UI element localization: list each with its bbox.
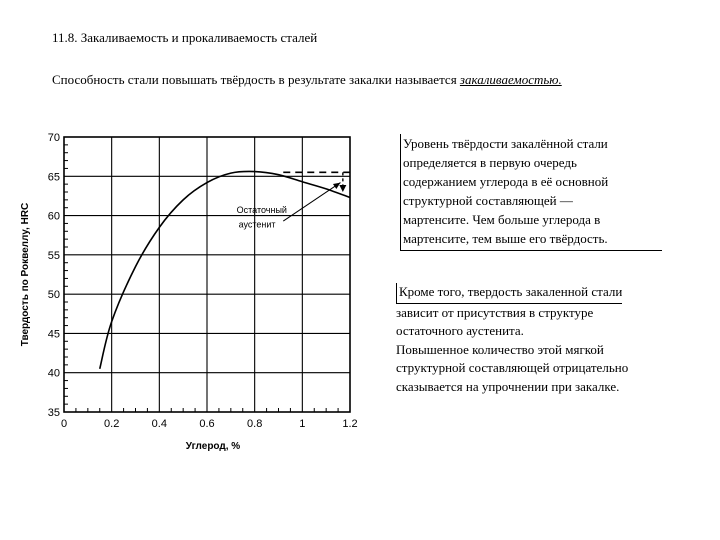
x-tick-label: 1 bbox=[299, 418, 306, 430]
x-axis-label: Углерод, % bbox=[185, 441, 241, 452]
drop-arrow-head bbox=[339, 185, 346, 192]
note-line: определяется в первую очередь bbox=[403, 155, 577, 170]
y-axis-label: Твердость по Роквеллу, HRC bbox=[20, 202, 31, 347]
chart-grid bbox=[64, 137, 350, 412]
y-tick-label: 65 bbox=[47, 171, 60, 184]
x-tick-label: 0.8 bbox=[247, 418, 263, 430]
x-tick-label: 0.6 bbox=[199, 418, 215, 430]
note-retained-austenite bbox=[396, 283, 686, 396]
note-line: остаточного аустенита. bbox=[396, 323, 524, 338]
y-tick-label: 35 bbox=[47, 407, 60, 419]
y-tick-label: 60 bbox=[47, 210, 60, 223]
y-tick-label: 40 bbox=[47, 367, 60, 380]
note-line: Уровень твёрдости закалённой стали bbox=[403, 136, 608, 151]
note-line: Повышенное количество этой мягкой bbox=[396, 341, 604, 357]
y-tick-label: 70 bbox=[47, 132, 60, 144]
annotation-arrow-head bbox=[333, 183, 340, 189]
note-line: содержанием углерода в её основной bbox=[403, 174, 609, 189]
x-tick-label: 0.4 bbox=[151, 418, 167, 430]
y-tick-label: 55 bbox=[47, 249, 60, 262]
note-line: мартенсите, тем выше его твёрдость. bbox=[403, 231, 608, 246]
section-title: 11.8. Закаливаемость и прокаливаемость сталей bbox=[52, 30, 318, 45]
y-tick-label: 50 bbox=[47, 289, 60, 302]
note-line: зависит от присутствия в структуре bbox=[396, 304, 594, 320]
annotation-label-line2: аустенит bbox=[238, 219, 276, 230]
y-tick-label: 45 bbox=[47, 328, 60, 341]
note-line: мартенсите. Чем больше углерода в bbox=[403, 212, 601, 227]
x-tick-label: 0.2 bbox=[104, 418, 120, 430]
note-line: структурной составляющей — bbox=[403, 193, 573, 208]
definition-text: Способность стали повышать твёрдость в результате закалки называется bbox=[52, 72, 460, 87]
x-tick-label: 1.2 bbox=[342, 418, 358, 430]
note-line: структурной составляющей отрицательно bbox=[396, 360, 629, 375]
note-line: сказывается на упрочнении при закалке. bbox=[396, 378, 620, 394]
note-carbon-content bbox=[400, 134, 662, 251]
annotation-label-line1: Остаточный bbox=[236, 205, 287, 216]
note-line: Кроме того, твердость закаленной стали bbox=[396, 283, 622, 304]
x-tick-label: 0 bbox=[60, 418, 68, 430]
definition-term: закаливаемостью. bbox=[459, 72, 562, 87]
